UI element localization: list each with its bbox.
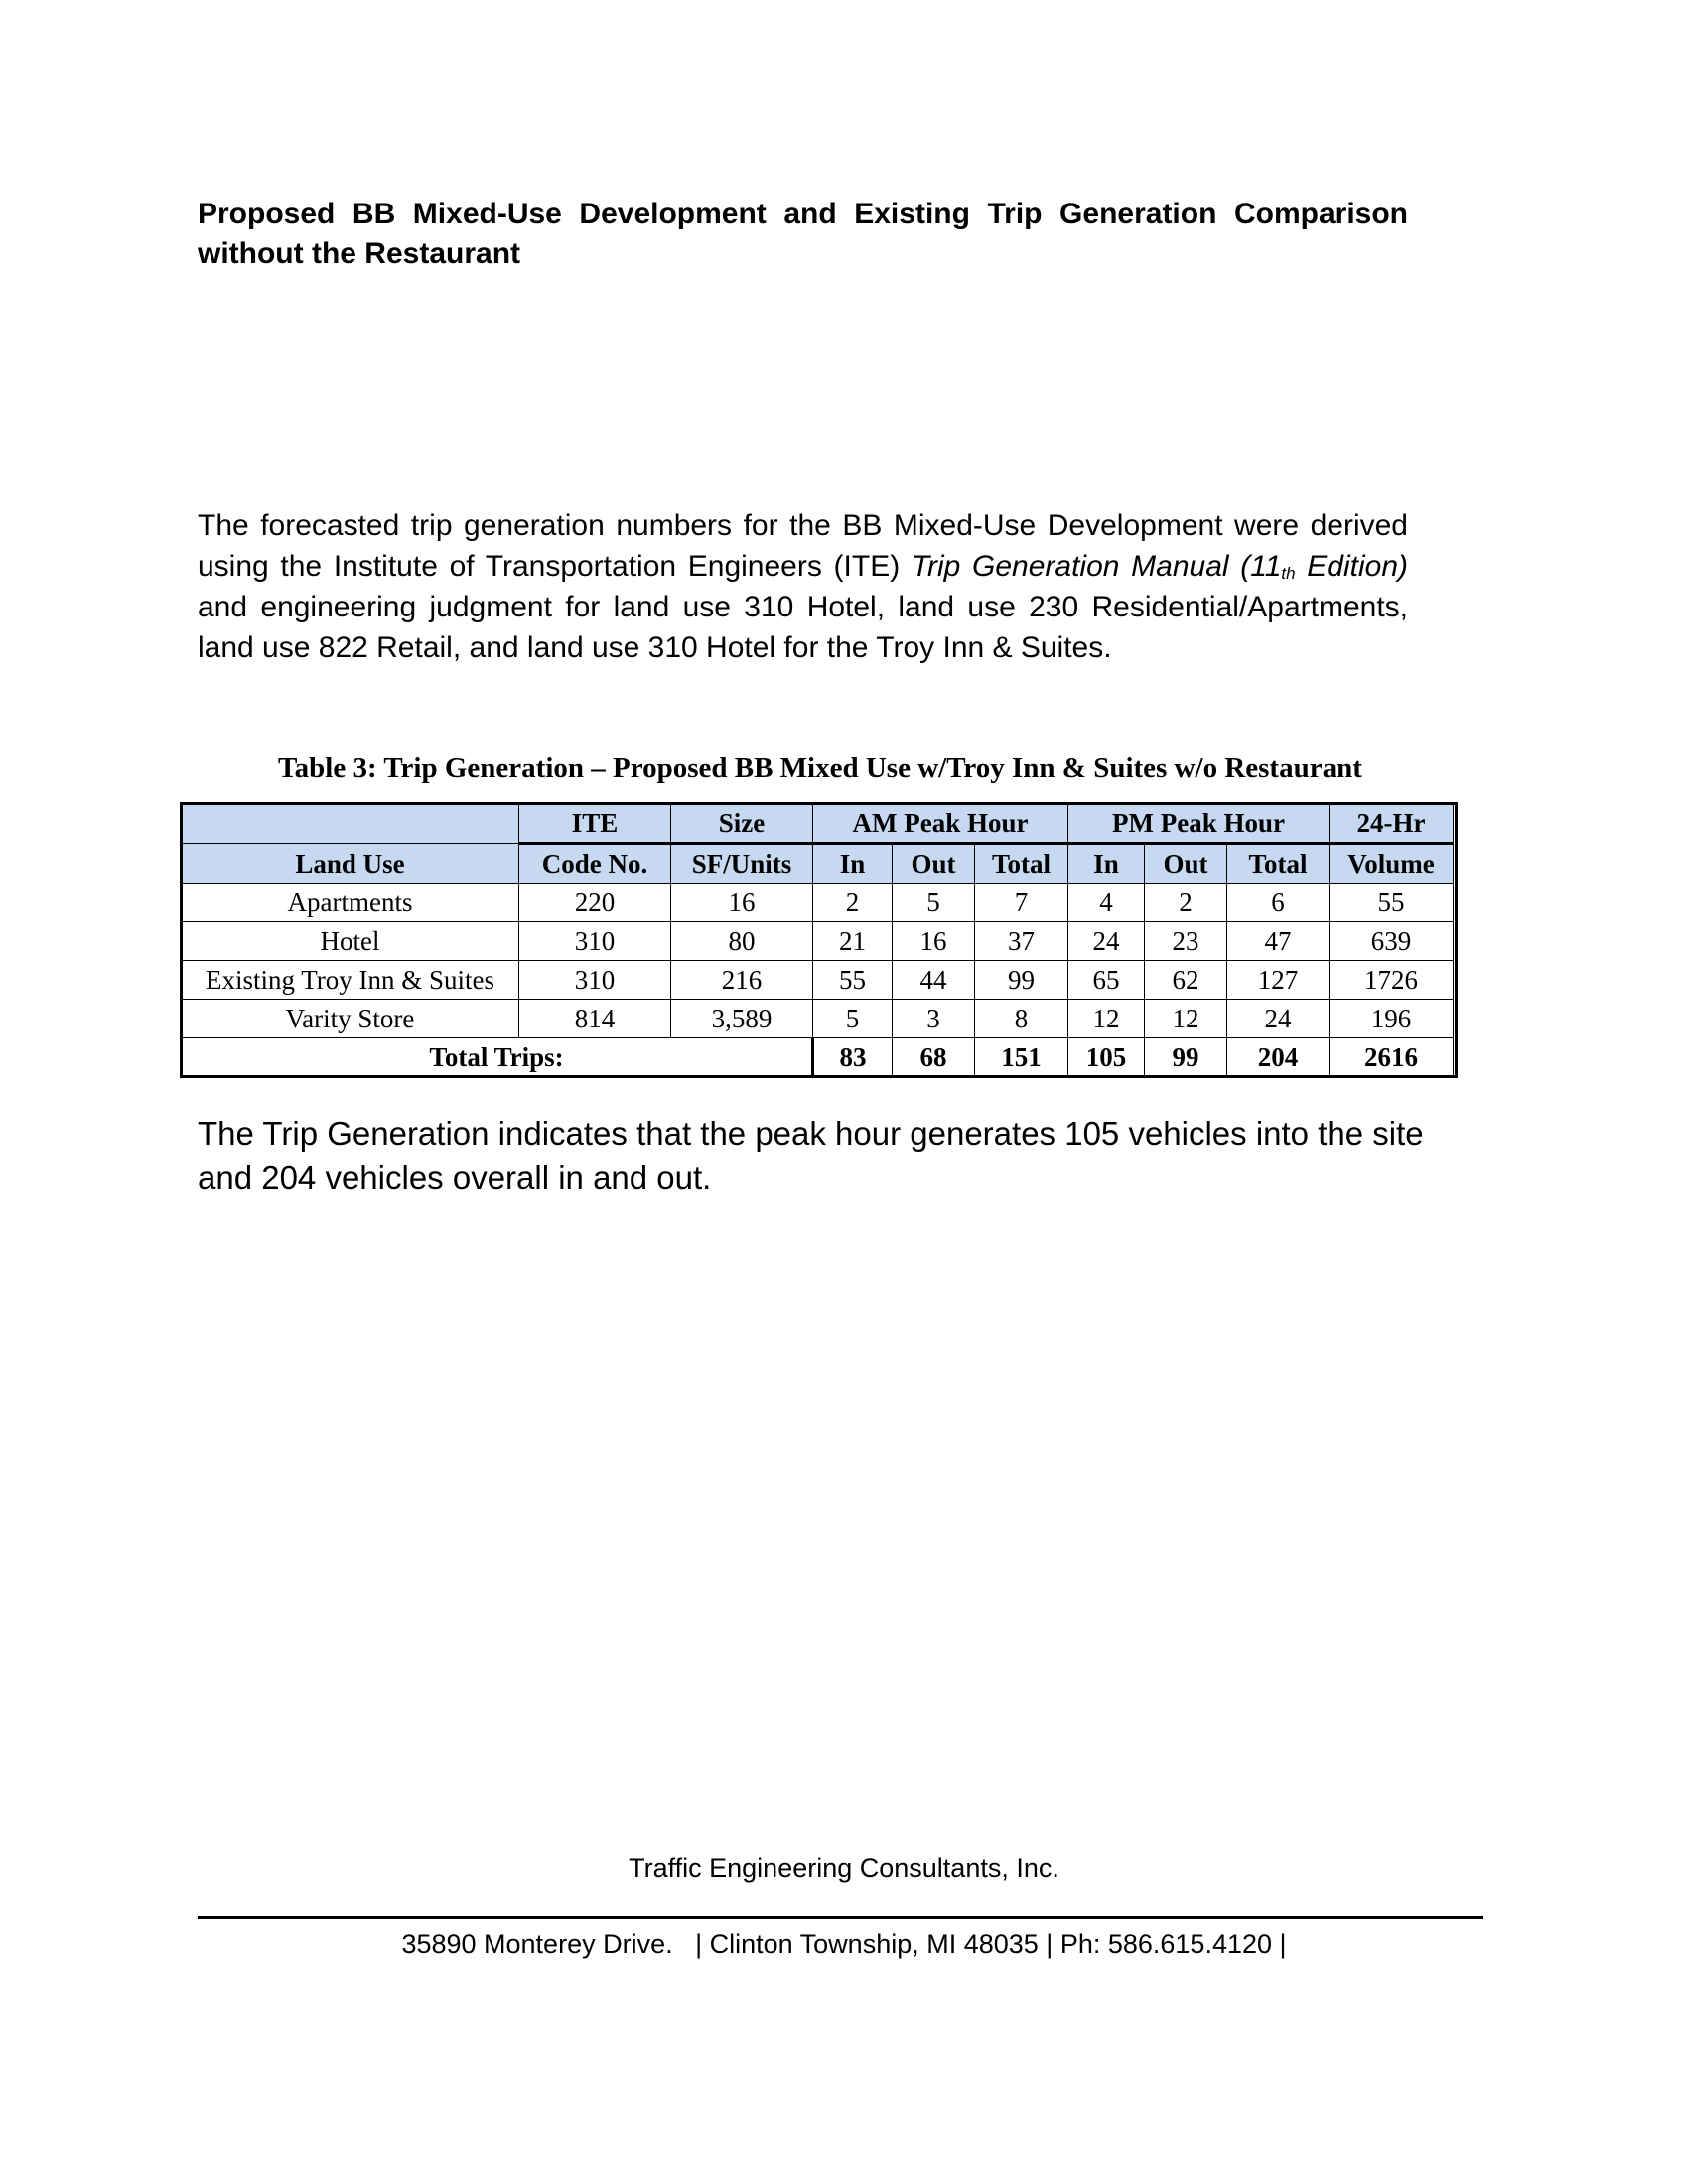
table-row [182,922,1454,961]
header-size: Size [671,804,813,844]
header-sf-units: SF/Units [671,844,813,884]
table-row [182,961,1454,1000]
total-label: Total Trips: [182,1038,813,1077]
table-row [182,884,1454,922]
header-pm-out: Out [1145,844,1227,884]
cell-land-use: Varity Store [182,1000,519,1038]
cell-pm-in: 24 [1068,922,1145,961]
header-pm-in: In [1068,844,1145,884]
cell-code: 310 [519,922,671,961]
cell-size: 216 [671,961,813,1000]
cell-pm-out: 62 [1145,961,1227,1000]
cell-volume: 196 [1330,1000,1454,1038]
cell-code: 310 [519,961,671,1000]
total-pm-out: 99 [1145,1038,1227,1077]
page-heading: Proposed BB Mixed-Use Development and Existing Trip Generation Comparison without the Restaurant [198,198,1408,270]
cell-pm-total: 47 [1227,922,1330,961]
cell-size: 80 [671,922,813,961]
cell-pm-in: 12 [1068,1000,1145,1038]
manual-title [912,550,1408,583]
table-body [182,884,1454,1077]
cell-am-in: 2 [813,884,893,922]
header-volume: Volume [1330,844,1454,884]
total-am-total: 151 [975,1038,1068,1077]
cell-code: 220 [519,884,671,922]
cell-volume: 639 [1330,922,1454,961]
header-code-no: Code No. [519,844,671,884]
total-volume: 2616 [1330,1038,1454,1077]
cell-am-out: 44 [893,961,975,1000]
cell-am-total: 8 [975,1000,1068,1038]
header-ite: ITE [519,804,671,844]
header-pm-peak: PM Peak Hour [1068,804,1330,844]
total-am-out: 68 [893,1038,975,1077]
trip-generation-table [181,803,1454,1077]
header-land-use: Land Use [182,844,519,884]
header-am-total: Total [975,844,1068,884]
cell-pm-out: 2 [1145,884,1227,922]
cell-pm-total: 127 [1227,961,1330,1000]
edition-superscript: th [1281,564,1296,583]
table-caption: Table 3: Trip Generation – Proposed BB Mixed Use w/Troy Inn & Suites w/o Restaurant [278,752,1362,784]
summary-paragraph: The Trip Generation indicates that the peak hour generates 105 vehicles into the site and 204 vehicles overall in and out. [198,1115,1424,1196]
total-pm-in: 105 [1068,1038,1145,1077]
cell-volume: 55 [1330,884,1454,922]
header-pm-total: Total [1227,844,1330,884]
footer-address: 35890 Monterey Drive. | Clinton Township, MI 48035 | Ph: 586.615.4120 | [401,1929,1287,1959]
cell-pm-out: 12 [1145,1000,1227,1038]
table-row [182,1000,1454,1038]
cell-land-use: Hotel [182,922,519,961]
header-am-in: In [813,844,893,884]
footer-company-name: Traffic Engineering Consultants, Inc. [629,1853,1059,1883]
cell-am-in: 5 [813,1000,893,1038]
cell-pm-in: 65 [1068,961,1145,1000]
intro-text-2: and engineering judgment for land use 310 Hotel, land use 230 Residential/Apartments, land use 822 Retail, and land use 310 Hotel for the Troy Inn & Suites. [198,591,1408,664]
cell-code: 814 [519,1000,671,1038]
cell-pm-total: 6 [1227,884,1330,922]
footer-divider [198,1916,1483,1919]
cell-pm-in: 4 [1068,884,1145,922]
table-header [182,804,1454,884]
cell-am-total: 99 [975,961,1068,1000]
manual-edition-text: Edition) [1295,550,1408,583]
header-24hr: 24-Hr [1330,804,1454,844]
intro-text-1: The forecasted trip generation numbers for the BB Mixed-Use Development were derived using the Institute of Transportation Engineers (ITE) [198,509,1408,583]
cell-am-total: 37 [975,922,1068,961]
manual-title-text: Trip Generation Manual (11 [911,550,1282,583]
header-blank-cell [182,804,519,844]
cell-am-out: 16 [893,922,975,961]
intro-paragraph [198,505,1408,668]
cell-size: 3,589 [671,1000,813,1038]
total-am-in: 83 [813,1038,893,1077]
cell-pm-total: 24 [1227,1000,1330,1038]
header-row-bottom [182,844,1454,884]
cell-am-in: 21 [813,922,893,961]
total-row [182,1038,1454,1077]
cell-am-out: 5 [893,884,975,922]
cell-land-use: Existing Troy Inn & Suites [182,961,519,1000]
cell-land-use: Apartments [182,884,519,922]
header-row-top [182,804,1454,844]
total-pm-total: 204 [1227,1038,1330,1077]
header-am-peak: AM Peak Hour [813,804,1068,844]
cell-volume: 1726 [1330,961,1454,1000]
cell-am-total: 7 [975,884,1068,922]
cell-size: 16 [671,884,813,922]
cell-pm-out: 23 [1145,922,1227,961]
cell-am-in: 55 [813,961,893,1000]
cell-am-out: 3 [893,1000,975,1038]
header-am-out: Out [893,844,975,884]
